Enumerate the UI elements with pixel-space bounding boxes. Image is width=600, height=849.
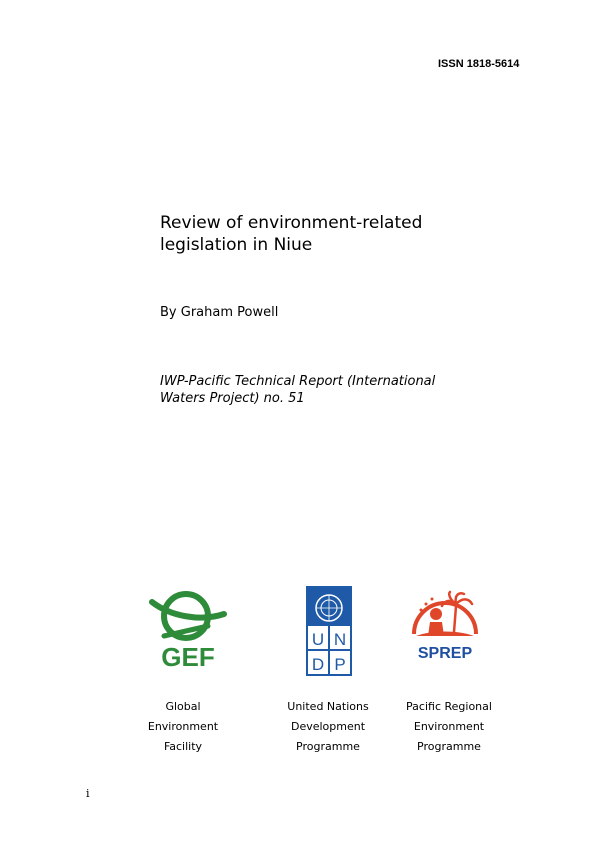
document-title	[160, 212, 480, 256]
org-name-line: Pacific Regional	[406, 700, 492, 713]
title-line-1: Review of environment-related	[160, 213, 423, 233]
gef-logo	[148, 586, 228, 672]
title-line-2: legislation in Niue	[160, 235, 313, 255]
undp-letter-u: U	[311, 630, 325, 649]
report-series	[160, 373, 435, 407]
undp-letter-n: N	[333, 630, 347, 649]
org-name-undp	[268, 697, 388, 757]
undp-letter-d: D	[311, 655, 325, 674]
org-name-line: Programme	[296, 740, 360, 753]
org-name-line: Environment	[413, 720, 485, 733]
author-byline: By Graham Powell	[160, 305, 279, 320]
issn-number: ISSN 1818-5614	[438, 58, 520, 70]
org-name-line: Global	[165, 700, 201, 713]
org-name-line: Facility	[163, 740, 203, 753]
org-name-line: United Nations	[287, 700, 369, 713]
page-number: i	[86, 787, 90, 800]
gef-logo-text: GEF	[161, 642, 215, 672]
report-line-2: Waters Project) no. 51	[160, 391, 305, 406]
sprep-logo-text: SPREP	[417, 645, 473, 662]
undp-logo	[306, 586, 352, 676]
sprep-logo	[406, 586, 484, 666]
org-name-line: Environment	[147, 720, 219, 733]
org-name-line: Development	[290, 720, 366, 733]
report-line-1: IWP-Pacific Technical Report (International	[160, 374, 436, 389]
org-name-sprep	[389, 697, 509, 757]
undp-letter-p: P	[334, 655, 346, 674]
org-name-gef	[123, 697, 243, 757]
org-name-line: Programme	[417, 740, 481, 753]
